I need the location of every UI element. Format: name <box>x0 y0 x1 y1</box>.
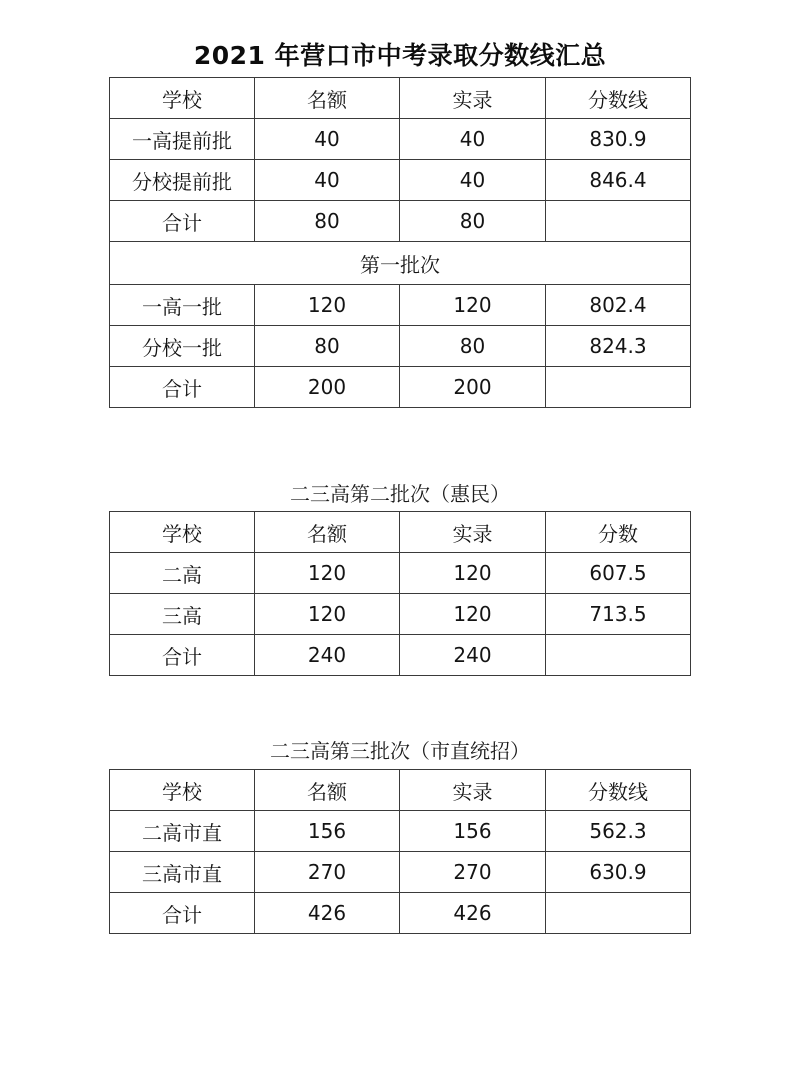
header-admitted: 实录 <box>400 770 546 811</box>
header-score-line: 分数线 <box>546 770 691 811</box>
cell-admitted: 80 <box>400 326 546 367</box>
cell-quota: 240 <box>255 635 400 676</box>
cell-quota: 270 <box>255 852 400 893</box>
table-row <box>110 160 691 201</box>
cell-admitted: 156 <box>400 811 546 852</box>
table-row <box>110 553 691 594</box>
cell-school: 合计 <box>110 201 255 242</box>
header-admitted: 实录 <box>400 78 546 119</box>
cell-school: 一高一批 <box>110 285 255 326</box>
table-row <box>110 594 691 635</box>
cell-score: 562.3 <box>546 811 691 852</box>
cell-admitted: 120 <box>400 594 546 635</box>
cell-admitted: 120 <box>400 285 546 326</box>
table-header-row <box>110 512 691 553</box>
header-quota: 名额 <box>255 512 400 553</box>
cell-score: 630.9 <box>546 852 691 893</box>
table-total-row <box>110 893 691 934</box>
header-quota: 名额 <box>255 770 400 811</box>
table-total-row <box>110 635 691 676</box>
cell-quota: 120 <box>255 594 400 635</box>
cell-school: 分校一批 <box>110 326 255 367</box>
cell-score: 802.4 <box>546 285 691 326</box>
cell-quota: 80 <box>255 326 400 367</box>
cell-school: 三高 <box>110 594 255 635</box>
table-row <box>110 326 691 367</box>
cell-school: 三高市直 <box>110 852 255 893</box>
table-row <box>110 119 691 160</box>
cell-quota: 40 <box>255 119 400 160</box>
batch-label: 第一批次 <box>110 242 691 285</box>
cell-score: 846.4 <box>546 160 691 201</box>
cell-school: 一高提前批 <box>110 119 255 160</box>
table-row <box>110 285 691 326</box>
cell-admitted: 40 <box>400 160 546 201</box>
table-third-batch <box>109 769 691 934</box>
section-title-second-batch: 二三高第二批次（惠民） <box>290 482 510 506</box>
table-total-row <box>110 367 691 408</box>
section-title-third-batch: 二三高第三批次（市直统招） <box>270 739 530 763</box>
cell-quota: 200 <box>255 367 400 408</box>
batch-label-row <box>110 242 691 285</box>
cell-admitted: 240 <box>400 635 546 676</box>
header-quota: 名额 <box>255 78 400 119</box>
cell-admitted: 270 <box>400 852 546 893</box>
cell-score: 830.9 <box>546 119 691 160</box>
cell-quota: 40 <box>255 160 400 201</box>
table-header-row <box>110 770 691 811</box>
cell-admitted: 426 <box>400 893 546 934</box>
cell-quota: 426 <box>255 893 400 934</box>
table-second-batch <box>109 511 691 676</box>
header-score-line: 分数线 <box>546 78 691 119</box>
cell-school: 二高市直 <box>110 811 255 852</box>
table-header-row <box>110 78 691 119</box>
cell-admitted: 40 <box>400 119 546 160</box>
cell-school: 合计 <box>110 893 255 934</box>
cell-score: 713.5 <box>546 594 691 635</box>
header-school: 学校 <box>110 770 255 811</box>
cell-admitted: 200 <box>400 367 546 408</box>
document-title: 2021 年营口市中考录取分数线汇总 <box>193 41 607 70</box>
cell-school: 合计 <box>110 635 255 676</box>
header-admitted: 实录 <box>400 512 546 553</box>
cell-quota: 80 <box>255 201 400 242</box>
cell-school: 合计 <box>110 367 255 408</box>
table-advance-first-batch <box>109 77 691 408</box>
cell-score: 824.3 <box>546 326 691 367</box>
table-row <box>110 811 691 852</box>
cell-score <box>546 201 691 242</box>
table-total-row <box>110 201 691 242</box>
cell-score <box>546 893 691 934</box>
cell-score <box>546 367 691 408</box>
cell-score: 607.5 <box>546 553 691 594</box>
cell-score <box>546 635 691 676</box>
cell-school: 二高 <box>110 553 255 594</box>
cell-quota: 120 <box>255 553 400 594</box>
cell-school: 分校提前批 <box>110 160 255 201</box>
cell-quota: 120 <box>255 285 400 326</box>
cell-quota: 156 <box>255 811 400 852</box>
header-school: 学校 <box>110 512 255 553</box>
cell-admitted: 80 <box>400 201 546 242</box>
header-score: 分数 <box>546 512 691 553</box>
cell-admitted: 120 <box>400 553 546 594</box>
header-school: 学校 <box>110 78 255 119</box>
table-row <box>110 852 691 893</box>
